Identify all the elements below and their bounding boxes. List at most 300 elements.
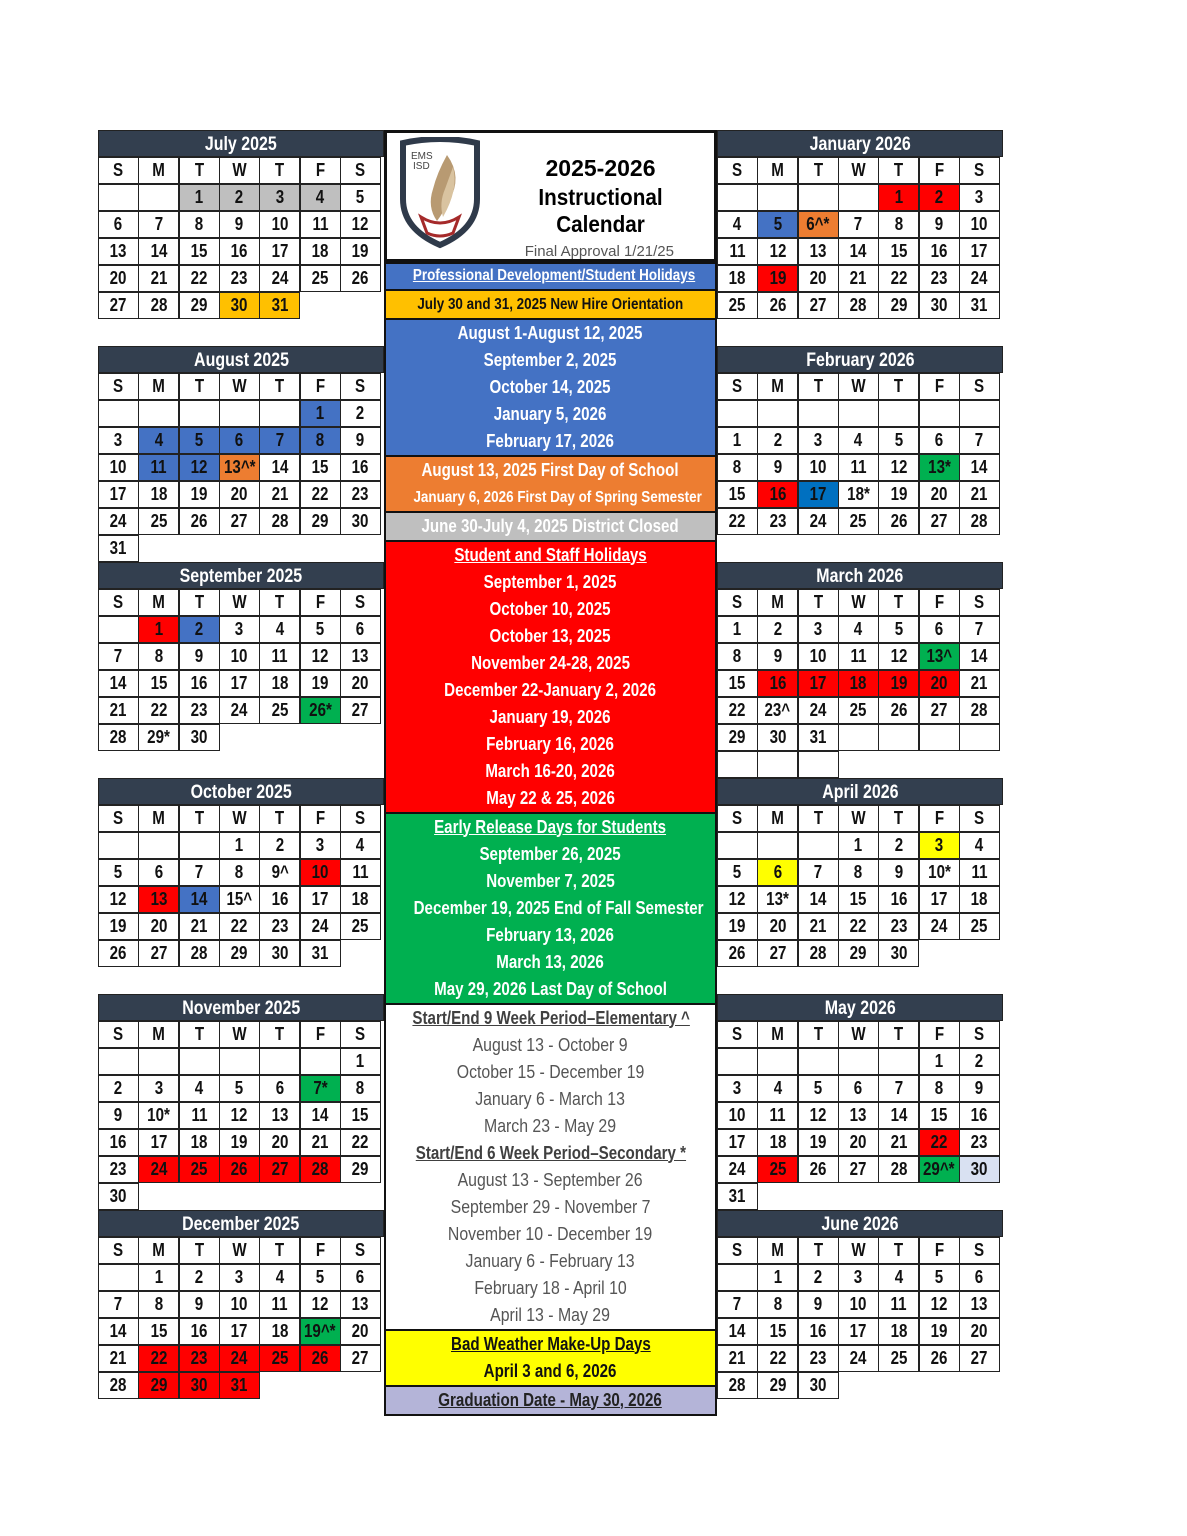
day-cell (340, 1048, 381, 1075)
day-cell (959, 643, 1000, 670)
weekday-label (179, 1237, 220, 1264)
day-cell-text: 8 (194, 214, 204, 234)
day-cell (878, 427, 919, 454)
weekday-label (300, 589, 341, 616)
day-cell-text: 12 (190, 457, 208, 477)
day-cell (98, 1372, 139, 1399)
day-cell (959, 1156, 1000, 1183)
day-cell-text: 7 (813, 862, 823, 882)
week-row (717, 724, 1003, 751)
week-row (717, 1291, 1003, 1318)
day-cell-text: 11 (271, 646, 288, 666)
day-cell-text: 6 (356, 1267, 365, 1287)
day-cell-text: 22 (150, 700, 168, 720)
weekday-label-text: T (275, 376, 285, 396)
empty-space (919, 1183, 960, 1210)
empty-space (757, 1183, 798, 1210)
day-cell (300, 1264, 341, 1291)
day-cell (878, 643, 919, 670)
day-cell-text: 21 (150, 268, 168, 288)
week-row (98, 238, 384, 265)
day-cell-text: 12 (231, 1105, 248, 1125)
day-cell (838, 616, 879, 643)
empty-space (259, 1372, 300, 1399)
day-cell-text: 11 (352, 862, 369, 882)
day-cell (919, 211, 960, 238)
weekday-header-row (717, 373, 1003, 400)
weekday-label-text: F (315, 1024, 325, 1044)
day-cell-text: 21 (809, 916, 827, 936)
empty-space (300, 1372, 341, 1399)
day-cell (179, 670, 220, 697)
day-cell-text: 30 (971, 1159, 988, 1179)
day-cell (878, 265, 919, 292)
day-cell (798, 670, 839, 697)
week-row (717, 1129, 1003, 1156)
day-cell (959, 1102, 1000, 1129)
day-cell-text: 7 (975, 619, 984, 639)
day-cell-text: 26 (352, 268, 369, 288)
weekday-label-text: T (894, 592, 904, 612)
day-cell-text: 19 (809, 1132, 827, 1152)
day-cell (340, 238, 381, 265)
day-cell (919, 913, 960, 940)
weekday-label (98, 157, 139, 184)
day-cell-text: 6 (235, 430, 244, 450)
legend-heading (386, 1331, 715, 1358)
day-cell-text: 30 (110, 1186, 127, 1206)
day-cell-text: 7 (975, 430, 984, 450)
weekday-label-text: M (152, 1024, 166, 1044)
day-cell (179, 265, 220, 292)
day-cell (717, 1345, 758, 1372)
day-cell (98, 481, 139, 508)
day-cell-text: 10 (231, 1294, 248, 1314)
legend-item-text: November 10 - December 19 (448, 1223, 653, 1244)
weekday-label-text: S (355, 160, 366, 180)
day-cell-text: 30 (190, 1375, 208, 1395)
empty-day-cell (138, 1048, 179, 1075)
weekday-label (300, 805, 341, 832)
day-cell (98, 211, 139, 238)
day-cell-text: 14 (729, 1321, 746, 1341)
legend-item (386, 596, 715, 623)
day-cell-text: 15 (729, 673, 746, 693)
day-cell-text: 23^ (764, 700, 791, 720)
legend-section (384, 1387, 717, 1416)
day-cell (757, 1075, 798, 1102)
weekday-label (138, 157, 179, 184)
empty-space (138, 535, 179, 562)
day-cell-text: 20 (930, 484, 948, 504)
day-cell (179, 1156, 220, 1183)
empty-day-cell (838, 184, 879, 211)
day-cell (919, 1102, 960, 1129)
day-cell-text: 18 (769, 1132, 787, 1152)
day-cell (757, 1291, 798, 1318)
day-cell-text: 5 (114, 862, 123, 882)
day-cell-text: 24 (809, 511, 827, 531)
week-row (717, 832, 1003, 859)
weekday-label (757, 1021, 798, 1048)
day-cell (757, 913, 798, 940)
day-cell (959, 859, 1000, 886)
empty-day-cell (878, 1048, 919, 1075)
day-cell (838, 1264, 879, 1291)
day-cell (798, 913, 839, 940)
day-cell-text: 22 (190, 268, 208, 288)
day-cell (219, 670, 260, 697)
day-cell-text: 13 (352, 1294, 369, 1314)
day-cell-text: 26 (190, 511, 208, 531)
legend-item-text: August 13 - October 9 (473, 1034, 628, 1055)
day-cell (798, 1075, 839, 1102)
month-title (98, 1210, 384, 1237)
day-cell-text: 8 (356, 1078, 365, 1098)
day-cell (878, 1345, 919, 1372)
month-may-2026 (717, 994, 1003, 1210)
day-cell-text: 26 (231, 1159, 248, 1179)
month-june-2026 (717, 1210, 1003, 1399)
day-cell (219, 697, 260, 724)
legend-item-text: September 2, 2025 (484, 349, 617, 370)
week-row (98, 859, 384, 886)
day-cell-text: 13* (766, 889, 790, 909)
day-cell (838, 1318, 879, 1345)
day-cell-text: 24 (110, 511, 127, 531)
day-cell (98, 1345, 139, 1372)
day-cell-text: 4 (975, 835, 984, 855)
day-cell (300, 1102, 341, 1129)
legend-section (384, 291, 717, 320)
day-cell (798, 697, 839, 724)
day-cell-text: 15 (150, 1321, 168, 1341)
day-cell (959, 1318, 1000, 1345)
weekday-label (98, 805, 139, 832)
empty-day-cell (98, 616, 139, 643)
day-cell-text: 6^* (806, 214, 830, 234)
legend-item (386, 1059, 715, 1086)
empty-space (340, 1372, 381, 1399)
day-cell (959, 184, 1000, 211)
day-cell (757, 1318, 798, 1345)
day-cell (98, 1183, 139, 1210)
day-cell-text: 26 (930, 1348, 948, 1368)
day-cell-text: 31 (809, 727, 827, 747)
empty-day-cell (798, 751, 839, 778)
legend-section (384, 542, 717, 814)
day-cell (717, 670, 758, 697)
weekday-label (757, 373, 798, 400)
weekday-label-text: M (771, 1024, 785, 1044)
day-cell (838, 859, 879, 886)
district-logo-icon (397, 137, 483, 249)
day-cell (98, 670, 139, 697)
day-cell (340, 265, 381, 292)
weekday-label-text: T (813, 160, 823, 180)
weekday-label (717, 1237, 758, 1264)
weekday-label (340, 373, 381, 400)
month-november-2025 (98, 994, 384, 1210)
day-cell (919, 643, 960, 670)
day-cell-text: 14 (110, 673, 127, 693)
legend-item (386, 428, 715, 455)
day-cell (959, 238, 1000, 265)
weekday-label (259, 157, 300, 184)
week-row (98, 913, 384, 940)
day-cell-text: 13^ (926, 646, 952, 666)
day-cell-text: 8 (154, 1294, 163, 1314)
legend-item-text: April 13 - May 29 (490, 1304, 611, 1325)
approval-note: Final Approval 1/21/25 (524, 243, 674, 260)
day-cell (138, 643, 179, 670)
legend-section (384, 262, 717, 291)
day-cell (757, 238, 798, 265)
weekday-label-text: T (894, 376, 904, 396)
day-cell (717, 886, 758, 913)
weekday-label (340, 805, 381, 832)
month-title-text: February 2026 (805, 350, 915, 371)
day-cell-text: 21 (311, 1132, 329, 1152)
month-title-text: September 2025 (179, 566, 303, 587)
day-cell (878, 1102, 919, 1129)
legend-heading (386, 1140, 715, 1167)
day-cell-text: 20 (809, 268, 827, 288)
day-cell-text: 11 (150, 457, 167, 477)
day-cell-text: 17 (971, 241, 988, 261)
week-row (98, 1156, 384, 1183)
day-cell (98, 886, 139, 913)
day-cell-text: 27 (271, 1159, 289, 1179)
empty-space (219, 1183, 260, 1210)
day-cell-text: 12 (352, 214, 369, 234)
day-cell-text: 5 (235, 1078, 244, 1098)
weekday-header-row (717, 589, 1003, 616)
month-august-2025 (98, 346, 384, 562)
day-cell (878, 1318, 919, 1345)
day-cell (878, 211, 919, 238)
day-cell-text: 17 (271, 241, 289, 261)
day-cell-text: 23 (769, 511, 787, 531)
day-cell (838, 643, 879, 670)
day-cell (878, 454, 919, 481)
day-cell-text: 4 (854, 619, 863, 639)
day-cell-text: 16 (110, 1132, 127, 1152)
month-title-text: April 2026 (821, 782, 899, 803)
month-july-2025 (98, 130, 384, 319)
day-cell-text: 21 (890, 1132, 908, 1152)
weekday-label (219, 589, 260, 616)
day-cell (138, 1075, 179, 1102)
day-cell (138, 454, 179, 481)
empty-day-cell (98, 184, 139, 211)
legend-item (386, 895, 715, 922)
day-cell (878, 1264, 919, 1291)
day-cell-text: 8 (773, 1294, 782, 1314)
day-cell (757, 670, 798, 697)
day-cell-text: 11 (191, 1105, 208, 1125)
day-cell (219, 1129, 260, 1156)
day-cell (219, 643, 260, 670)
day-cell (340, 913, 381, 940)
day-cell-text: 31 (729, 1186, 746, 1206)
day-cell-text: 11 (312, 214, 329, 234)
empty-day-cell (98, 1264, 139, 1291)
month-january-2026 (717, 130, 1003, 319)
empty-day-cell (959, 724, 1000, 751)
empty-day-cell (838, 1048, 879, 1075)
day-cell (179, 724, 220, 751)
empty-day-cell (757, 184, 798, 211)
day-cell-text: 22 (311, 484, 329, 504)
day-cell (717, 1156, 758, 1183)
day-cell (179, 616, 220, 643)
day-cell (717, 481, 758, 508)
weekday-label (798, 805, 839, 832)
day-cell-text: 22 (850, 916, 867, 936)
day-cell (138, 1318, 179, 1345)
day-cell (340, 643, 381, 670)
legend-item-text: November 7, 2025 (486, 870, 615, 891)
weekday-label-text: S (974, 592, 985, 612)
legend-item-text: October 13, 2025 (489, 625, 612, 646)
day-cell (798, 1318, 839, 1345)
day-cell-text: 3 (275, 187, 284, 207)
day-cell-text: 10* (147, 1105, 171, 1125)
day-cell (798, 211, 839, 238)
day-cell (179, 1291, 220, 1318)
day-cell (959, 670, 1000, 697)
empty-day-cell (798, 184, 839, 211)
day-cell-text: 1 (773, 1267, 782, 1287)
day-cell-text: 18 (271, 1321, 289, 1341)
day-cell (798, 238, 839, 265)
week-row (717, 211, 1003, 238)
legend-item (386, 1302, 715, 1329)
day-cell-text: 2 (235, 187, 244, 207)
legend-item (386, 1113, 715, 1140)
day-cell-text: 7 (194, 862, 204, 882)
weekday-label (878, 373, 919, 400)
legend-item (386, 569, 715, 596)
day-cell (757, 886, 798, 913)
weekday-label-text: T (813, 1024, 823, 1044)
weekday-label (98, 1021, 139, 1048)
legend-item (386, 457, 715, 484)
day-cell (179, 697, 220, 724)
weekday-label (179, 1021, 220, 1048)
day-cell (179, 427, 220, 454)
day-cell-text: 30 (231, 295, 248, 315)
day-cell-text: 24 (271, 268, 289, 288)
day-cell (300, 508, 341, 535)
day-cell (798, 724, 839, 751)
day-cell-text: 3 (315, 835, 325, 855)
weekday-label (340, 589, 381, 616)
weekday-label-text: F (315, 160, 325, 180)
day-cell (138, 265, 179, 292)
day-cell (757, 1372, 798, 1399)
day-cell-text: 15^ (226, 889, 253, 909)
legend-item-text: February 18 - April 10 (474, 1277, 627, 1298)
day-cell (838, 238, 879, 265)
empty-space (838, 1183, 879, 1210)
day-cell-text: 29 (890, 295, 908, 315)
week-row (98, 697, 384, 724)
day-cell (340, 427, 381, 454)
day-cell-text: 19^* (304, 1321, 336, 1341)
day-cell (959, 1264, 1000, 1291)
weekday-label-text: T (894, 808, 904, 828)
day-cell (179, 184, 220, 211)
day-cell (959, 832, 1000, 859)
day-cell-text: 26 (769, 295, 787, 315)
day-cell-text: 30 (271, 943, 289, 963)
legend-heading-text: Graduation Date - May 30, 2026 (438, 1389, 663, 1410)
day-cell (98, 427, 139, 454)
day-cell (340, 481, 381, 508)
day-cell-text: 16 (352, 457, 369, 477)
day-cell (340, 1156, 381, 1183)
day-cell (98, 454, 139, 481)
weekday-header-row (98, 1237, 384, 1264)
day-cell (300, 616, 341, 643)
day-cell-text: 22 (769, 1348, 787, 1368)
day-cell-text: 14 (890, 1105, 908, 1125)
legend-item (386, 1275, 715, 1302)
empty-day-cell (757, 1048, 798, 1075)
day-cell (919, 454, 960, 481)
day-cell (757, 697, 798, 724)
day-cell (219, 508, 260, 535)
week-row (98, 1264, 384, 1291)
weekday-label-text: M (152, 1240, 166, 1260)
day-cell-text: 3 (114, 430, 123, 450)
day-cell-text: 17 (809, 673, 827, 693)
weekday-label (878, 157, 919, 184)
day-cell (259, 238, 300, 265)
day-cell-text: 1 (194, 187, 204, 207)
day-cell-text: 18 (311, 241, 329, 261)
day-cell-text: 12 (311, 1294, 329, 1314)
weekday-label (757, 805, 798, 832)
day-cell-text: 2 (894, 835, 903, 855)
day-cell (919, 1075, 960, 1102)
day-cell-text: 20 (930, 673, 948, 693)
weekday-label (138, 1021, 179, 1048)
day-cell-text: 1 (356, 1051, 365, 1071)
day-cell (717, 616, 758, 643)
legend-item (386, 976, 715, 1003)
weekday-label-text: S (732, 808, 743, 828)
day-cell-text: 18 (890, 1321, 908, 1341)
day-cell-text: 5 (315, 1267, 325, 1287)
weekday-label-text: M (152, 808, 166, 828)
legend-heading-text: Professional Development/Student Holidays (412, 267, 696, 284)
day-cell-text: 1 (154, 619, 163, 639)
day-cell (959, 1129, 1000, 1156)
day-cell-text: 10 (729, 1105, 746, 1125)
day-cell (878, 1156, 919, 1183)
day-cell-text: 29^* (923, 1159, 955, 1179)
day-cell (300, 940, 341, 967)
week-row (717, 1345, 1003, 1372)
day-cell-text: 10 (850, 1294, 867, 1314)
day-cell-text: 11 (769, 1105, 786, 1125)
empty-day-cell (959, 400, 1000, 427)
day-cell-text: 3 (934, 835, 944, 855)
legend-item-text: October 14, 2025 (489, 376, 612, 397)
